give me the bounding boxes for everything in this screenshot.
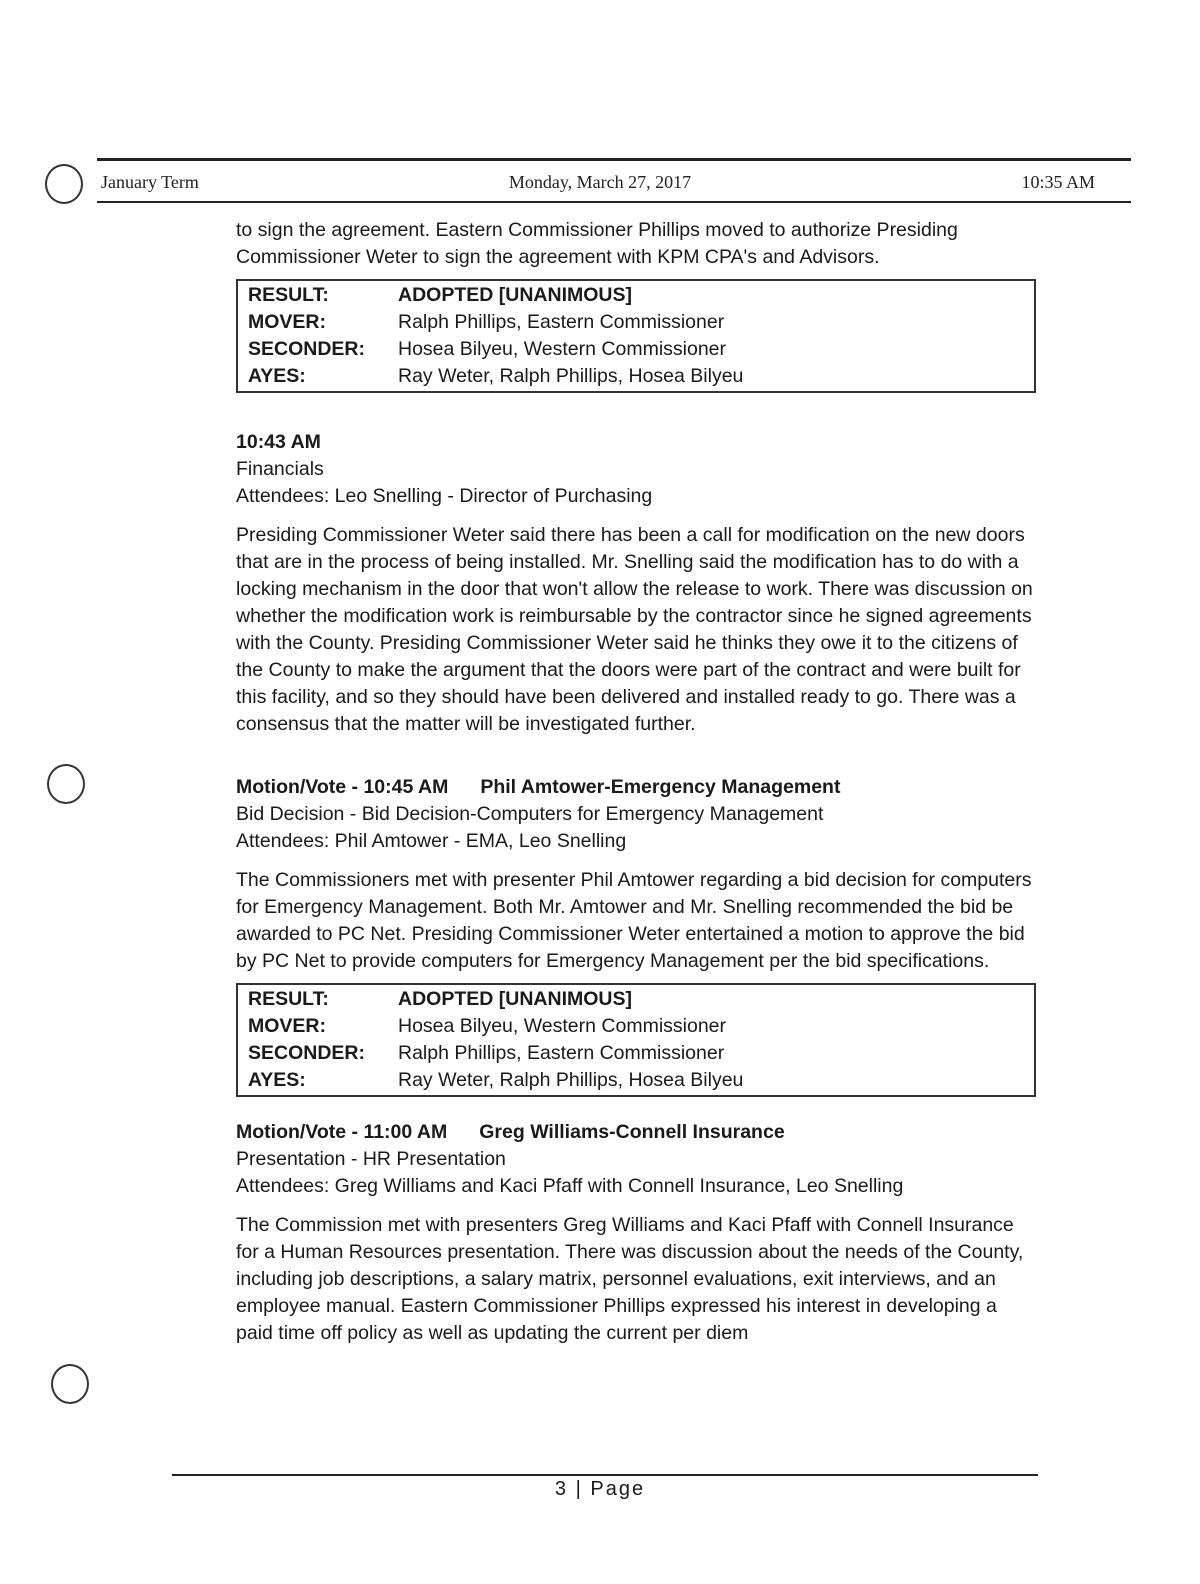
header-rule-bottom [97, 201, 1131, 203]
vote-ayes: Ray Weter, Ralph Phillips, Hosea Bilyeu [398, 365, 744, 387]
section-body: Presiding Commissioner Weter said there has been a call for modification on the new doors that are in the process of being installed. Mr. Snelling said the modification has to do with a locking mechanism in the door that won't allow the release to work. There was discussion on whether the modification work is reimbursable by the contractor since he signed agreements with the County. Presiding Commissioner Weter said he thinks they owe it to the citizens of the County to make the argument that the doors were part of the contract and were built for this facility, and so they should have been delivered and installed ready to go. There was a consensus that the matter will be investigated further. [236, 524, 1033, 735]
motion-label: Motion/Vote - 10:45 AM [236, 776, 449, 798]
vote-row-mover [248, 1013, 1034, 1040]
motion-topic: Phil Amtower-Emergency Management [480, 776, 841, 798]
vote-label: RESULT: [248, 284, 329, 306]
motion-heading [236, 774, 1036, 801]
vote-box-1 [236, 279, 1036, 393]
header-time: 10:35 AM [1021, 172, 1095, 192]
vote-row-seconder [248, 1040, 1034, 1067]
motion-label: Motion/Vote - 11:00 AM [236, 1121, 448, 1143]
vote-row-ayes [248, 1067, 1034, 1094]
vote-row-result [248, 282, 1034, 309]
motion-topic: Greg Williams-Connell Insurance [479, 1121, 785, 1143]
vote-row-ayes [248, 363, 1034, 390]
header-date: Monday, March 27, 2017 [508, 172, 692, 192]
vote-result: ADOPTED [UNANIMOUS] [398, 284, 632, 306]
punch-hole [47, 764, 85, 804]
page-number: 3 | Page [554, 1478, 646, 1500]
vote-row-mover [248, 309, 1034, 336]
section-attendees: Attendees: Leo Snelling - Director of Purchasing [236, 485, 653, 507]
section-time: 10:43 AM [236, 431, 321, 453]
section-subtitle: Presentation - HR Presentation [236, 1148, 506, 1170]
header-rule-top [97, 158, 1131, 161]
vote-box-2 [236, 983, 1036, 1097]
vote-mover: Hosea Bilyeu, Western Commissioner [398, 1015, 727, 1037]
motion-heading [236, 1119, 1036, 1146]
vote-label: SECONDER: [248, 1042, 366, 1064]
section-title: Financials [236, 458, 324, 480]
section-body: The Commissioners met with presenter Phil Amtower regarding a bid decision for computers for Emergency Management. Both Mr. Amtower and Mr. Snelling recommended the bid be awarded to PC Net. Presiding Commissioner Weter entertained a motion to approve the bid by PC Net to provide computers for Emergency Management per the bid specifications. [236, 869, 1032, 972]
vote-seconder: Ralph Phillips, Eastern Commissioner [398, 1042, 725, 1064]
vote-label: AYES: [248, 1069, 306, 1091]
vote-label: SECONDER: [248, 338, 366, 360]
footer-rule [172, 1474, 1038, 1476]
intro-paragraph: to sign the agreement. Eastern Commissioner Phillips moved to authorize Presiding Commissioner Weter to sign the agreement with KPM CPA's and Advisors. [236, 219, 958, 268]
section-attendees: Attendees: Phil Amtower - EMA, Leo Snelling [236, 830, 627, 852]
section-attendees: Attendees: Greg Williams and Kaci Pfaff with Connell Insurance, Leo Snelling [236, 1175, 904, 1197]
vote-seconder: Hosea Bilyeu, Western Commissioner [398, 338, 727, 360]
minutes-content [236, 217, 1036, 1347]
vote-label: AYES: [248, 365, 306, 387]
vote-result: ADOPTED [UNANIMOUS] [398, 988, 632, 1010]
header-term: January Term [101, 172, 199, 192]
vote-label: RESULT: [248, 988, 329, 1010]
vote-row-seconder [248, 336, 1034, 363]
vote-mover: Ralph Phillips, Eastern Commissioner [398, 311, 725, 333]
section-body: The Commission met with presenters Greg Williams and Kaci Pfaff with Connell Insurance for a Human Resources presentation. There was discussion about the needs of the County, including job descriptions, a salary matrix, personnel evaluations, exit interviews, and an employee manual. Eastern Commissioner Phillips expressed his interest in developing a paid time off policy as well as updating the current per diem [236, 1214, 1024, 1344]
vote-label: MOVER: [248, 1015, 326, 1037]
punch-hole [51, 1364, 89, 1404]
vote-row-result [248, 986, 1034, 1013]
section-subtitle: Bid Decision - Bid Decision-Computers for Emergency Management [236, 803, 824, 825]
vote-ayes: Ray Weter, Ralph Phillips, Hosea Bilyeu [398, 1069, 744, 1091]
vote-label: MOVER: [248, 311, 326, 333]
